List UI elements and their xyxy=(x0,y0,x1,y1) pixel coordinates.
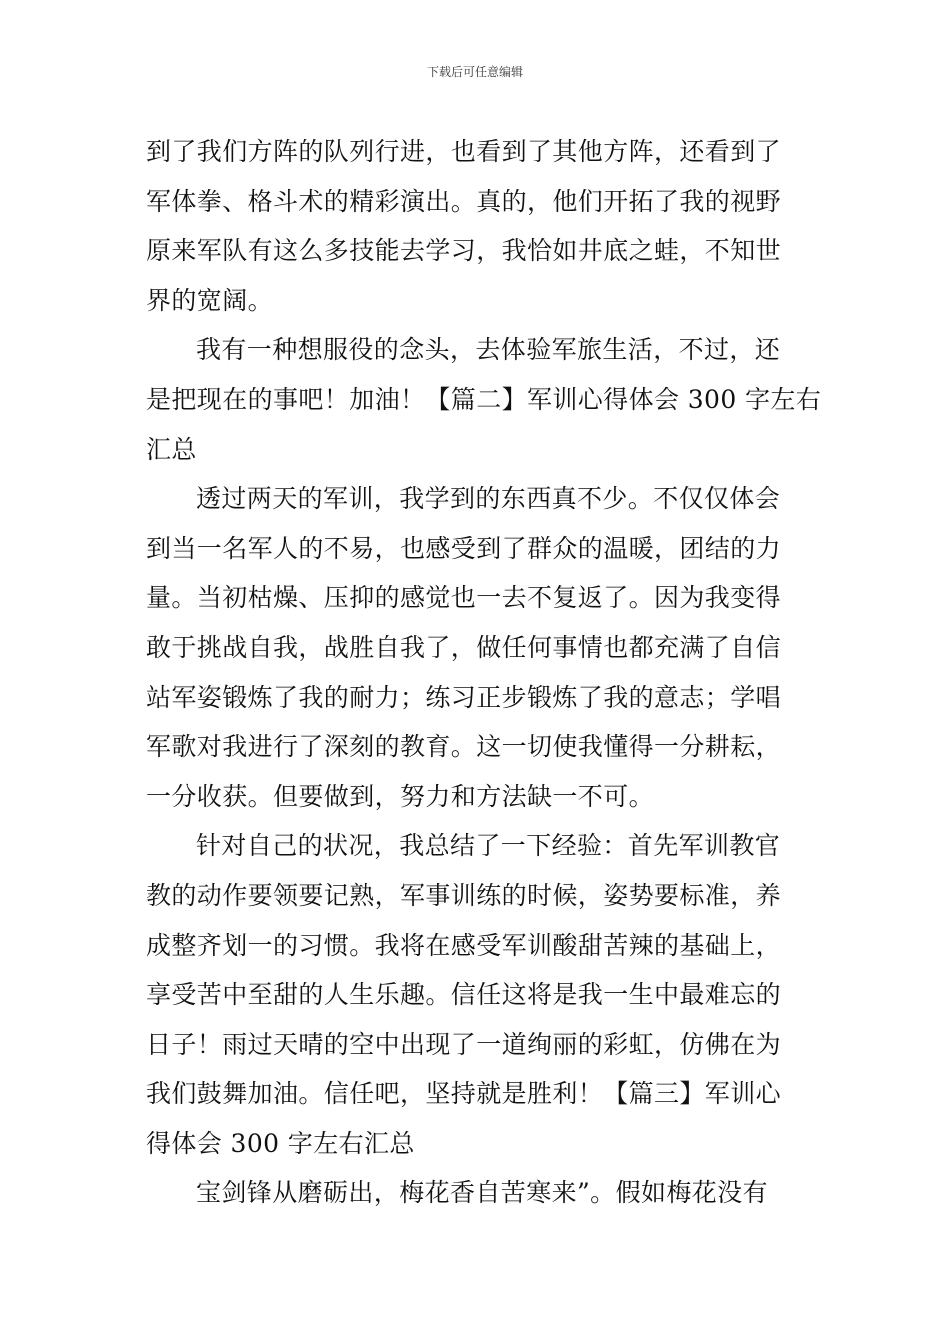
text-line: 到当一名军人的不易，也感受到了群众的温暖，团结的力 xyxy=(146,533,782,563)
text-line: 军歌对我进行了深刻的教育。这一切使我懂得一分耕耘， xyxy=(146,732,782,762)
text-line: 享受苦中至甜的人生乐趣。信任这将是我一生中最难忘的 xyxy=(146,980,782,1010)
text-line: 汇总 xyxy=(146,434,197,464)
text-line: 教的动作要领要记熟，军事训练的时候，姿势要标准，养 xyxy=(146,880,782,910)
text-line: 一分收获。但要做到，努力和方法缺一不可。 xyxy=(146,781,655,811)
text-line: 是把现在的事吧！加油！【篇二】军训心得体会 300 字左右 xyxy=(146,384,822,414)
text-line: 原来军队有这么多技能去学习，我恰如井底之蛙，不知世 xyxy=(146,236,782,266)
text-line: 界的宽阔。 xyxy=(146,285,274,315)
text-line: 我们鼓舞加油。信任吧，坚持就是胜利！【篇三】军训心 xyxy=(146,1079,782,1109)
text-line: 成整齐划一的习惯。我将在感受军训酸甜苦辣的基础上， xyxy=(146,930,782,960)
text-line-paragraph-start: 宝剑锋从磨砺出，梅花香自苦寒来”。假如梅花没有 xyxy=(196,1178,768,1208)
text-line-paragraph-start: 针对自己的状况，我总结了一下经验：首先军训教官 xyxy=(196,831,781,861)
text-line: 量。当初枯燥、压抑的感觉也一去不复返了。因为我变得 xyxy=(146,583,782,613)
document-body xyxy=(146,127,822,1218)
page-header: 下载后可任意编辑 xyxy=(426,65,523,79)
text-line-paragraph-start: 我有一种想服役的念头，去体验军旅生活，不过，还 xyxy=(196,335,781,365)
text-line: 站军姿锻炼了我的耐力；练习正步锻炼了我的意志；学唱 xyxy=(146,682,782,712)
text-line-paragraph-start: 透过两天的军训，我学到的东西真不少。不仅仅体会 xyxy=(196,484,781,514)
text-line: 军体拳、格斗术的精彩演出。真的，他们开拓了我的视野 xyxy=(146,186,782,216)
text-line: 到了我们方阵的队列行进，也看到了其他方阵，还看到了 xyxy=(146,137,782,166)
text-line: 敢于挑战自我，战胜自我了，做任何事情也都充满了自信 xyxy=(146,632,782,662)
text-line: 日子！雨过天晴的空中出现了一道绚丽的彩虹，仿佛在为 xyxy=(146,1029,782,1059)
text-line: 得体会 300 字左右汇总 xyxy=(146,1128,415,1158)
